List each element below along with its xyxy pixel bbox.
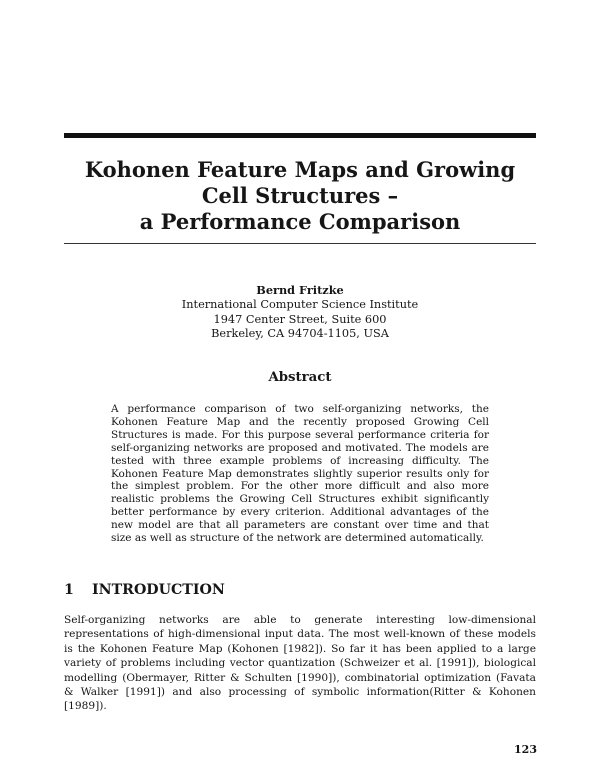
paper-title bbox=[64, 157, 536, 235]
title-line-1: Kohonen Feature Maps and Growing bbox=[84, 157, 516, 182]
author-name: Bernd Fritzke bbox=[256, 283, 344, 297]
author-address-street: 1947 Center Street, Suite 600 bbox=[213, 312, 387, 326]
author-address-city: Berkeley, CA 94704-1105, USA bbox=[211, 327, 389, 341]
abstract-text: A performance comparison of two self-organizing networks, the Kohonen Feature Map and the recently proposed Growing Cell Structures is made. For this purpose several performance criteria for self-organizing networks are proposed and motivated. The models are tested with three example problems of increasing difficulty. The Kohonen Feature Map demonstrates slightly superior results only for the simplest problem. For the other more difficult and also more realistic problems the Growing Cell Structures exhibit significantly better performance by every criterion. Additional advantages of the new model are that all parameters are constant over time and that size as well as structure of the network are determined automatically. bbox=[111, 403, 489, 545]
title-line-2: Cell Structures – bbox=[201, 183, 399, 208]
title-line-3: a Performance Comparison bbox=[139, 209, 461, 234]
section-heading bbox=[64, 582, 225, 598]
section-number: 1 bbox=[64, 582, 74, 598]
abstract-heading: Abstract bbox=[268, 370, 332, 385]
author-block bbox=[64, 283, 536, 342]
page-number: 123 bbox=[514, 743, 537, 756]
title-rule bbox=[64, 243, 536, 244]
top-rule bbox=[64, 133, 536, 138]
section-body-text: Self-organizing networks are able to generate interesting low-dimensional representations of high-dimensional input data. The most well-known of these models is the Kohonen Feature Map (Kohonen [1982]). So far it has been applied to a large variety of problems including vector quantization (Schweizer et al. [1991]), biological modelling (Obermayer, Ritter & Schulten [1990]), combinatorial optimization (Favata & Walker [1991]) and also processing of symbolic information(Ritter & Kohonen [1989]). bbox=[64, 614, 536, 713]
author-institution: International Computer Science Institute bbox=[181, 297, 419, 311]
section-title: INTRODUCTION bbox=[92, 582, 225, 598]
